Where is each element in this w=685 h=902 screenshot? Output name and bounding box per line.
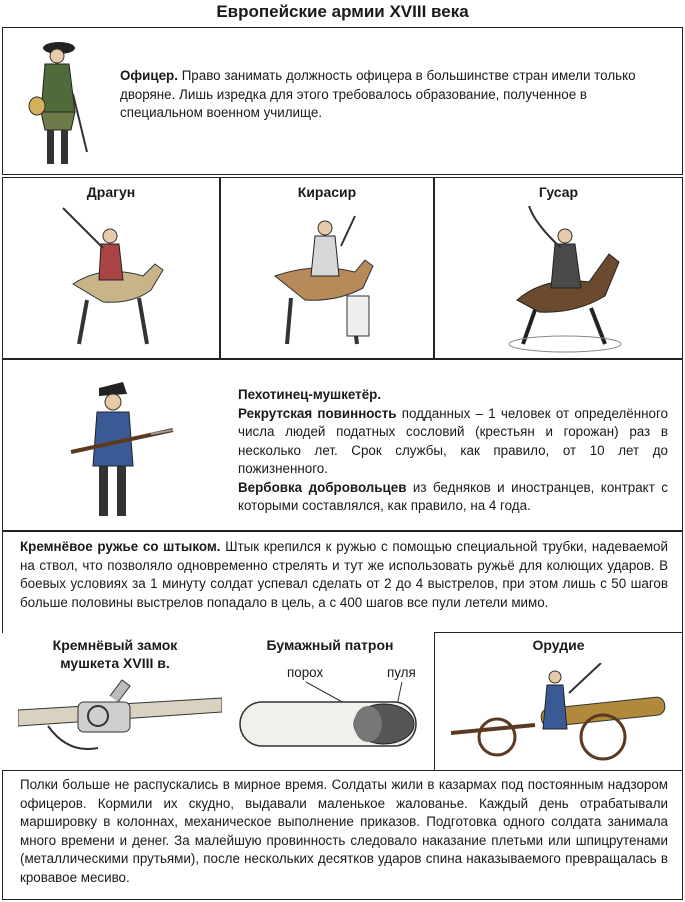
page-title: Европейские армии XVIII века <box>216 2 469 21</box>
cuirassier-illustration <box>265 206 395 356</box>
footer-section <box>2 770 683 900</box>
dragoon-illustration <box>43 204 183 354</box>
bullet-label: пуля <box>387 665 416 680</box>
volunteer-term: Вербовка добровольцев <box>238 479 407 495</box>
cannon-illustration <box>451 663 671 767</box>
officer-illustration <box>21 34 91 172</box>
recruitment-paragraph <box>238 405 668 479</box>
musket-description: Штык крепился к ружью с помощью специальной трубки, надеваемой на ствол, что позволяло одновременно стрелять и тут же использовать ружьё для колющих ударов. В боевых условиях за 1 минуту солдат успевал сделать от 2 до 4 выстрелов, при этом лишь с 50 шагов больше половины выстрелов попадало в цель, а с 400 шагов все пули летели мимо. <box>20 539 668 610</box>
hussar-panel <box>434 177 683 359</box>
infantry-section <box>2 359 683 531</box>
musket-text <box>20 538 668 612</box>
recruit-text: подданных – 1 человек от определённого числа людей податных сословий (крестьян и горожан) раз в несколько лет. Срок службы, как правило, от 10 лет до пожизненного. <box>238 405 668 476</box>
infantry-heading: Пехотинец-мушкетёр. <box>238 387 382 402</box>
hussar-illustration <box>505 204 635 354</box>
recruit-term: Рекрутская повинность <box>238 405 397 421</box>
flintlock-label-line2: мушкета XVIII в. <box>60 655 170 671</box>
footer-text: Полки больше не распускались в мирное время. Солдаты жили в казармах под постоянным надзором офицеров. Кормили их скудно, выдавали маленькое жалованье. Каждый день отрабатывали маршировку в колоннах, механическое выполнение приказов. Подготовка одного солдата занимала много времени и денег. За малейшую провинность следовало наказание плетьми или шпицрутенами (металлическими прутьями), после нескольких десятков ударов спина наказываемого превращалась в кровавое месиво. <box>20 777 668 885</box>
flintlock-illustration <box>18 676 222 758</box>
cuirassier-label: Кирасир <box>297 184 357 200</box>
officer-heading: Офицер. <box>120 68 178 83</box>
dragoon-panel <box>2 177 220 359</box>
cartridge-illustration <box>236 680 422 760</box>
flintlock-label <box>15 636 215 672</box>
hussar-label: Гусар <box>538 184 579 200</box>
musket-section <box>2 531 683 633</box>
dragoon-label: Драгун <box>86 184 136 200</box>
cannon-label: Орудие <box>532 637 585 653</box>
volunteer-text: из бедняков и иностранцев, контракт с которыми составлялся, как правило, на 4 года. <box>238 479 668 513</box>
officer-section <box>2 27 683 175</box>
cannon-panel <box>434 632 683 770</box>
powder-label: порох <box>287 665 324 680</box>
volunteer-paragraph <box>238 479 668 516</box>
musketeer-illustration <box>65 374 175 524</box>
officer-text <box>120 67 660 123</box>
musket-heading: Кремнёвое ружье со штыком. <box>20 539 221 554</box>
flintlock-label-line1: Кремнёвый замок <box>52 637 178 653</box>
officer-description: Право занимать должность офицера в большинстве стран имели только дворяне. Лишь изредка для этого требовалось образование, полученное в специальном военном училище. <box>120 68 636 120</box>
cartridge-label: Бумажный патрон <box>266 637 394 653</box>
infantry-text <box>238 386 668 516</box>
cuirassier-panel <box>220 177 434 359</box>
